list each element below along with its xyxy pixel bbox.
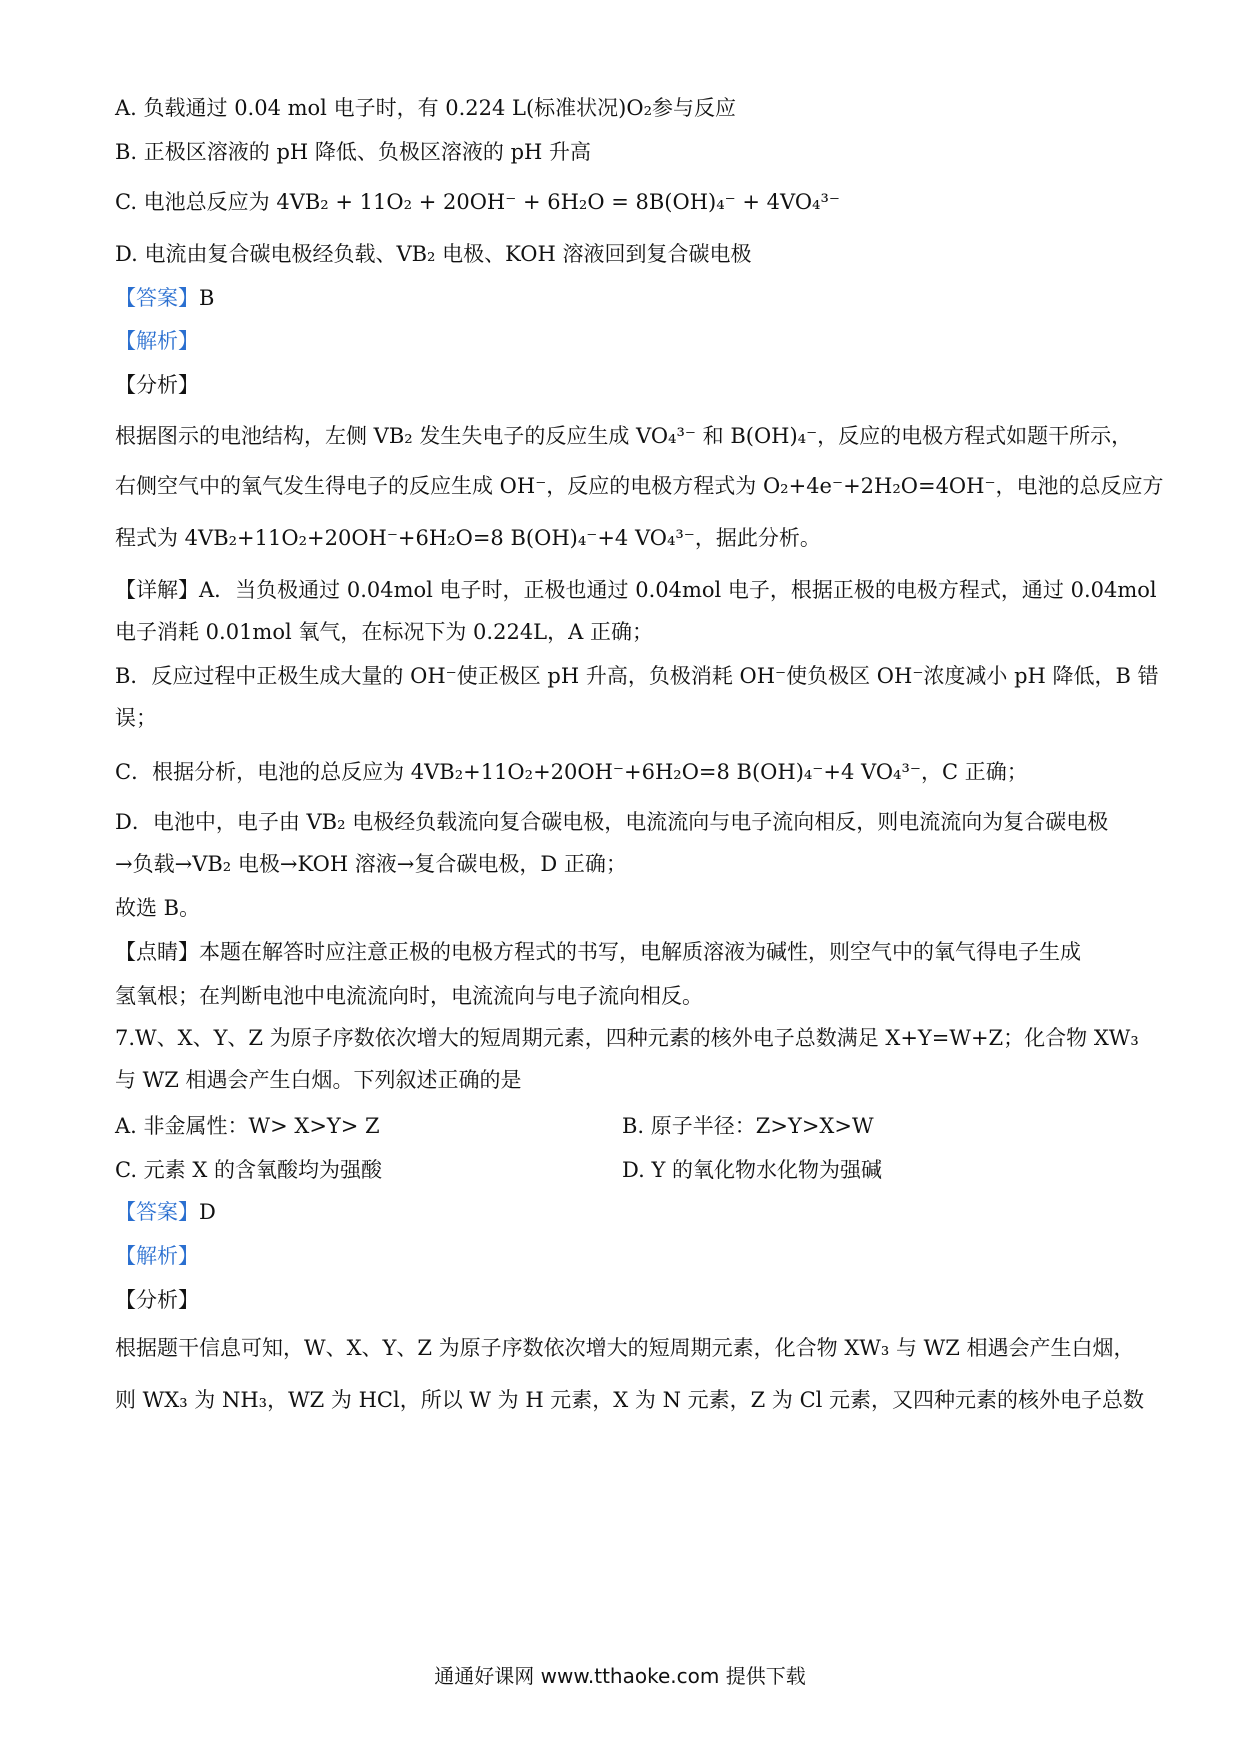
q7-option-a: A. 非金属性：W> X>Y> Z	[115, 1114, 380, 1138]
fenxi-heading: 【分析】	[115, 1288, 199, 1312]
detail-line: →负载→VB₂ 电极→KOH 溶液→复合碳电极，D 正确；	[115, 852, 627, 876]
dianjing-line: 【点睛】本题在解答时应注意正极的电极方程式的书写，电解质溶液为碱性，则空气中的氧气得电子生成	[115, 940, 1081, 964]
answer-value: B	[199, 286, 215, 310]
detail-line: C．根据分析，电池的总反应为 4VB₂+11O₂+20OH⁻+6H₂O=8 B(OH)₄⁻+4 VO₄³⁻，C 正确；	[115, 760, 1028, 784]
detail-line: B．反应过程中正极生成大量的 OH⁻使正极区 pH 升高，负极消耗 OH⁻使负极区 OH⁻浓度减小 pH 降低，B 错	[115, 664, 1159, 688]
analysis-line: 右侧空气中的氧气发生得电子的反应生成 OH⁻，反应的电极方程式为 O₂+4e⁻+2H₂O=4OH⁻，电池的总反应方	[115, 474, 1164, 498]
dianjing-line: 氢氧根；在判断电池中电流流向时，电流流向与电子流向相反。	[115, 984, 703, 1008]
detail-line: 电子消耗 0.01mol 氧气，在标况下为 0.224L，A 正确；	[115, 620, 653, 644]
fenxi-heading: 【分析】	[115, 373, 199, 397]
option-d: D. 电流由复合碳电极经负载、VB₂ 电极、KOH 溶液回到复合碳电极	[115, 242, 752, 266]
detail-line: 故选 B。	[115, 896, 201, 920]
question-7-stem: 7.W、X、Y、Z 为原子序数依次增大的短周期元素，四种元素的核外电子总数满足 X+Y=W+Z；化合物 XW₃	[115, 1026, 1139, 1050]
q7-option-c: C. 元素 X 的含氧酸均为强酸	[115, 1158, 382, 1182]
answer-line-2	[115, 1198, 216, 1226]
answer-value: D	[199, 1200, 216, 1224]
option-b: B. 正极区溶液的 pH 降低、负极区溶液的 pH 升高	[115, 140, 591, 164]
detail-line: 【详解】A．当负极通过 0.04mol 电子时，正极也通过 0.04mol 电子，根据正极的电极方程式，通过 0.04mol	[115, 578, 1157, 602]
analysis-line: 根据图示的电池结构，左侧 VB₂ 发生失电子的反应生成 VO₄³⁻ 和 B(OH)₄⁻，反应的电极方程式如题干所示，	[115, 424, 1133, 448]
answer-line-1	[115, 284, 214, 312]
analysis-line: 程式为 4VB₂+11O₂+20OH⁻+6H₂O=8 B(OH)₄⁻+4 VO₄³⁻，据此分析。	[115, 526, 821, 550]
question-7-stem: 与 WZ 相遇会产生白烟。下列叙述正确的是	[115, 1068, 522, 1092]
detail-line: D．电池中，电子由 VB₂ 电极经负载流向复合碳电极，电流流向与电子流向相反，则电流流向为复合碳电极	[115, 810, 1109, 834]
jiexi-tag: 【解析】	[115, 329, 199, 353]
analysis-line: 根据题干信息可知，W、X、Y、Z 为原子序数依次增大的短周期元素，化合物 XW₃ 与 WZ 相遇会产生白烟，	[115, 1336, 1135, 1360]
option-a: A. 负载通过 0.04 mol 电子时，有 0.224 L(标准状况)O₂参与反应	[115, 96, 737, 120]
q7-option-d: D. Y 的氧化物水化物为强碱	[622, 1158, 882, 1182]
jiexi-tag: 【解析】	[115, 1244, 199, 1268]
option-c: C. 电池总反应为 4VB₂ + 11O₂ + 20OH⁻ + 6H₂O = 8B(OH)₄⁻ + 4VO₄³⁻	[115, 190, 840, 214]
answer-tag: 【答案】	[115, 1200, 199, 1224]
detail-line: 误；	[115, 706, 157, 730]
footer-credit: 通通好课网 www.tthaoke.com 提供下载	[434, 1664, 806, 1688]
answer-tag: 【答案】	[115, 286, 199, 310]
q7-option-b: B. 原子半径：Z>Y>X>W	[622, 1114, 874, 1138]
analysis-line: 则 WX₃ 为 NH₃，WZ 为 HCl，所以 W 为 H 元素，X 为 N 元素，Z 为 Cl 元素，又四种元素的核外电子总数	[115, 1388, 1145, 1412]
